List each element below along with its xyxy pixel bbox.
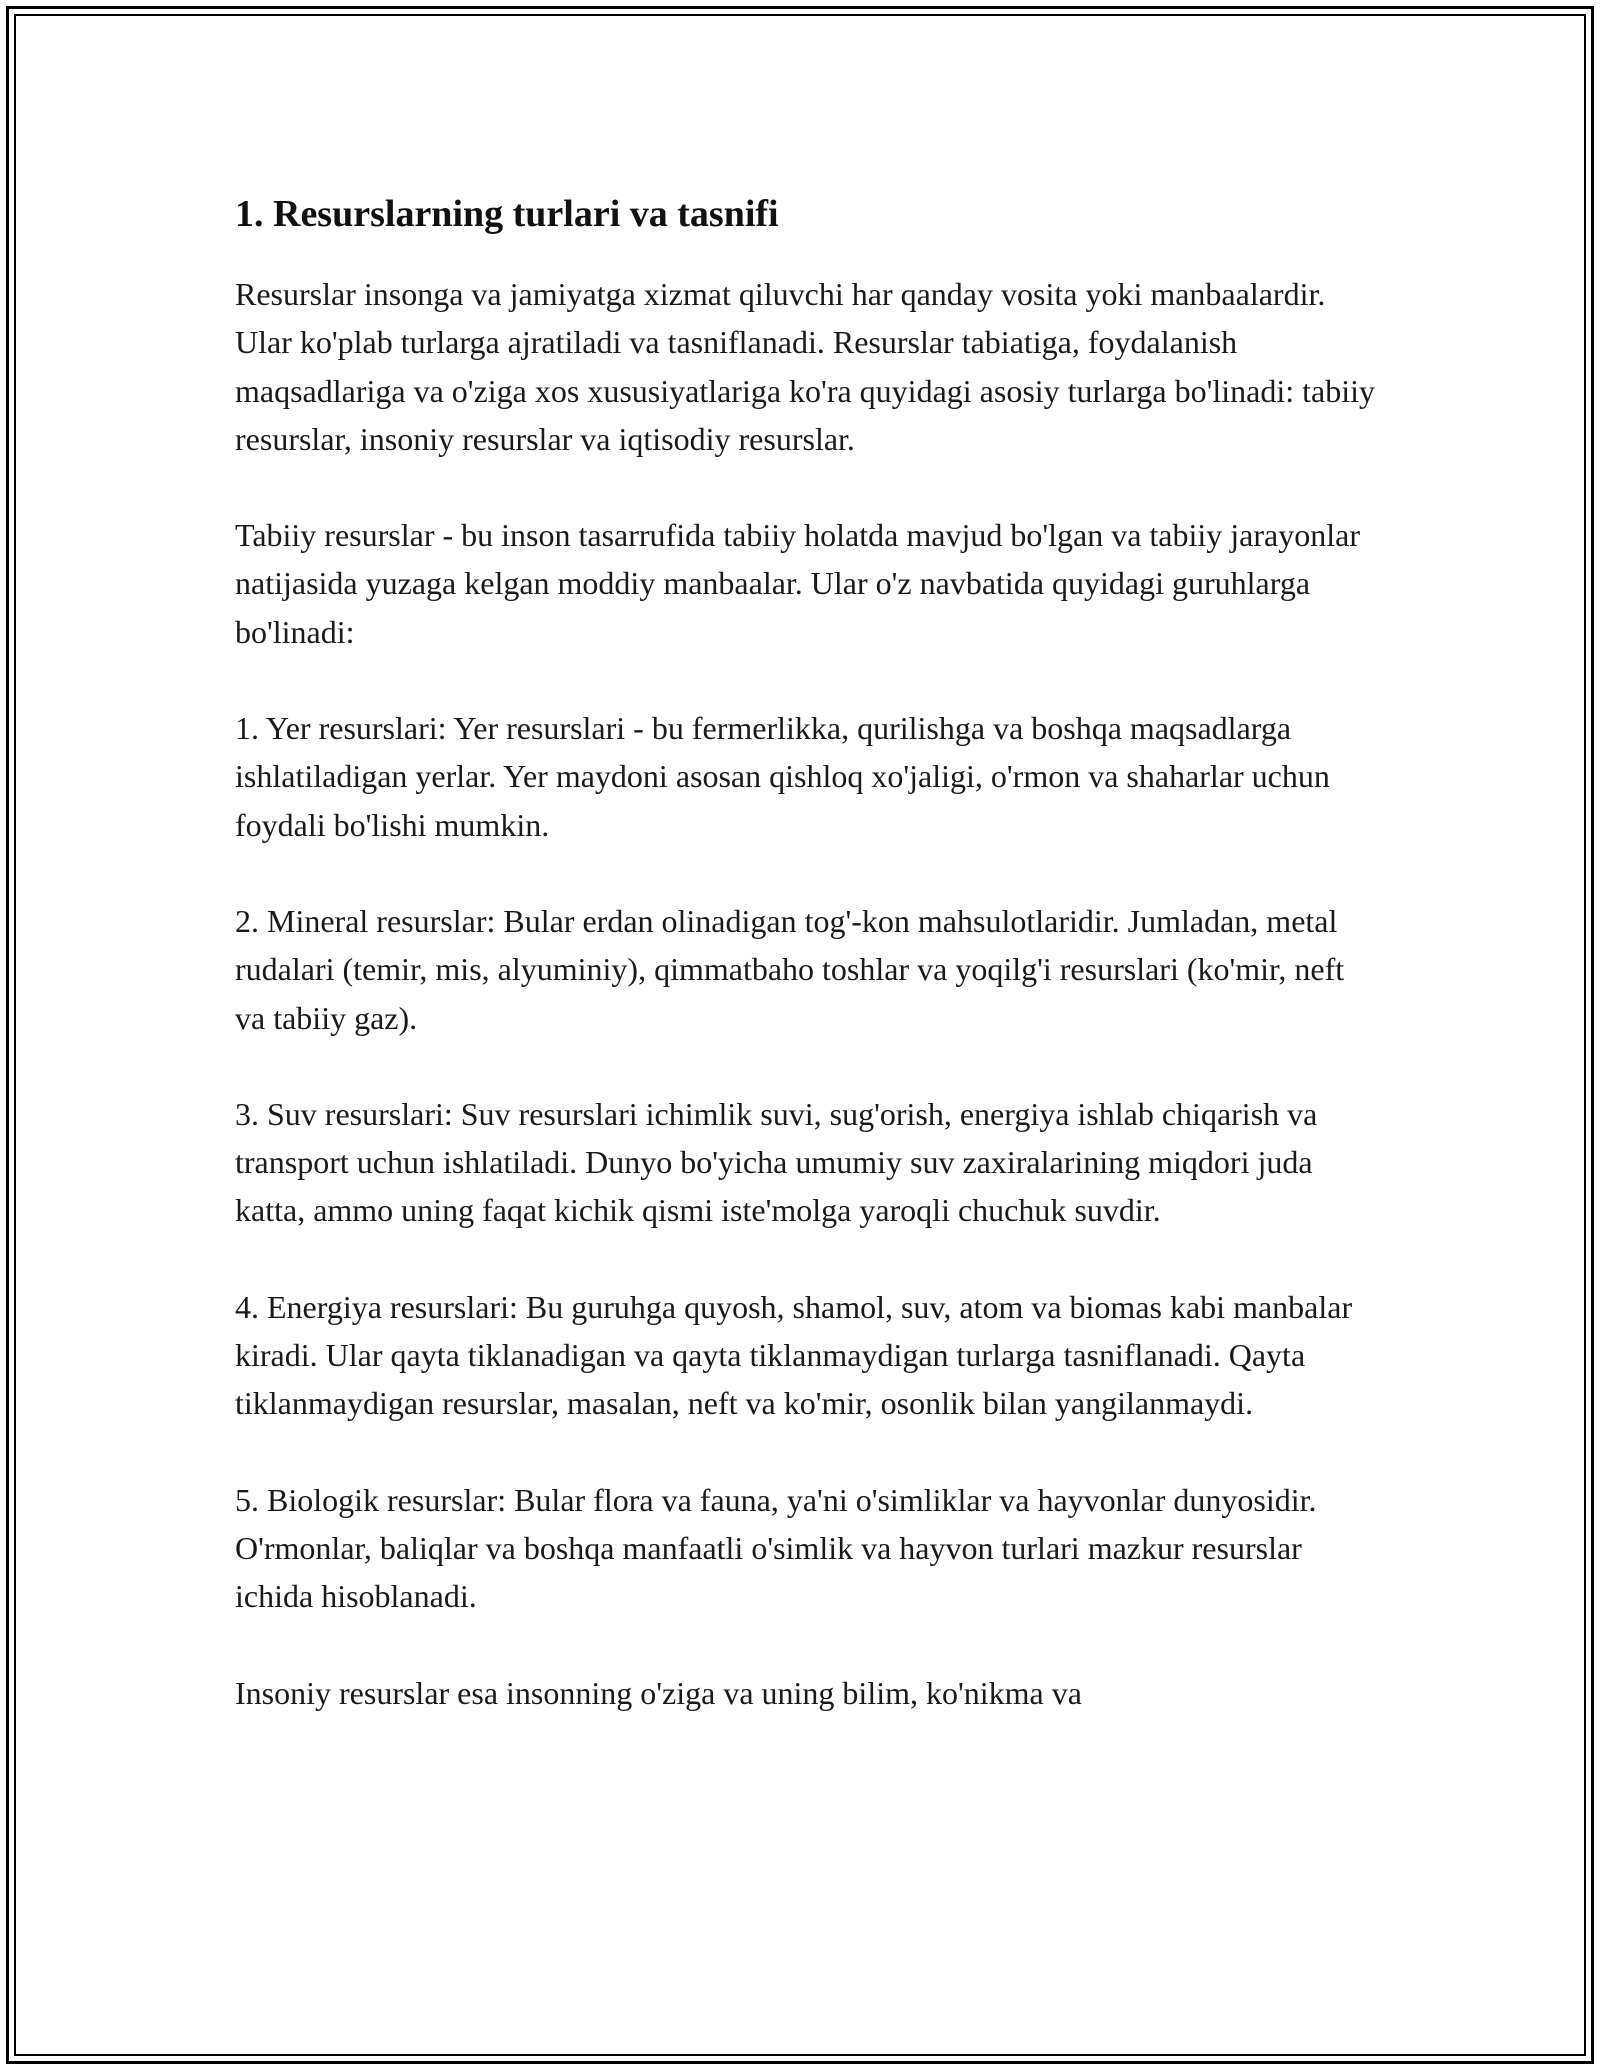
- paragraph-mineral-resources: 2. Mineral resurslar: Bular erdan olinadigan tog'-kon mahsulotlaridir. Jumladan, metal rudalari (temir, mis, alyuminiy), qimmatbaho toshlar va yoqilg'i resurslari (ko'mir, neft va tabiiy gaz).: [235, 902, 1345, 1036]
- paragraph-human-resources: Insoniy resurslar esa insonning o'ziga va uning bilim, ko'nikma va: [235, 1674, 1082, 1711]
- paragraph-intro: Resurslar insonga va jamiyatga xizmat qiluvchi har qanday vosita yoki manbaalardir. Ular ko'plab turlarga ajratiladi va tasniflanadi. Resurslar tabiatiga, foydalanish maqsadlariga va o'ziga xos xususiyatlariga ko'ra quyidagi asosiy turlarga bo'linadi: tabiiy resurslar, insoniy resurslar va iqtisodiy resurslar.: [235, 276, 1375, 457]
- document-body: [235, 188, 1375, 1765]
- paragraph-water-resources: 3. Suv resurslari: Suv resurslari ichimlik suvi, sug'orish, energiya ishlab chiqarish va transport uchun ishlatiladi. Dunyo bo'yicha umumiy suv zaxiralarining miqdori juda katta, ammo uning faqat kichik qismi iste'molga yaroqli chuchuk suvdir.: [235, 1095, 1318, 1229]
- paragraph-natural-resources: Tabiiy resurslar - bu inson tasarrufida tabiiy holatda mavjud bo'lgan va tabiiy jarayonlar natijasida yuzaga kelgan moddiy manbaalar. Ular o'z navbatida quyidagi guruhlarga bo'linadi:: [235, 517, 1360, 650]
- paragraph-energy-resources: 4. Energiya resurslari: Bu guruhga quyosh, shamol, suv, atom va biomas kabi manbalar kiradi. Ular qayta tiklanadigan va qayta tiklanmaydigan turlarga tasniflanadi. Qayta tiklanmaydigan resurslar, masalan, neft va ko'mir, osonlik bilan yangilanmaydi.: [235, 1288, 1353, 1422]
- paragraph-biological-resources: 5. Biologik resurslar: Bular flora va fauna, ya'ni o'simliklar va hayvonlar dunyosidir. O'rmonlar, baliqlar va boshqa manfaatli o'simlik va hayvon turlari mazkur resurslar ichida hisoblanadi.: [235, 1481, 1317, 1615]
- section-heading: 1. Resurslarning turlari va tasnifi: [235, 193, 779, 235]
- paragraph-land-resources: 1. Yer resurslari: Yer resurslari - bu fermerlikka, qurilishga va boshqa maqsadlarga ishlatiladigan yerlar. Yer maydoni asosan qishloq xo'jaligi, o'rmon va shaharlar uchun foydali bo'lishi mumkin.: [235, 710, 1330, 843]
